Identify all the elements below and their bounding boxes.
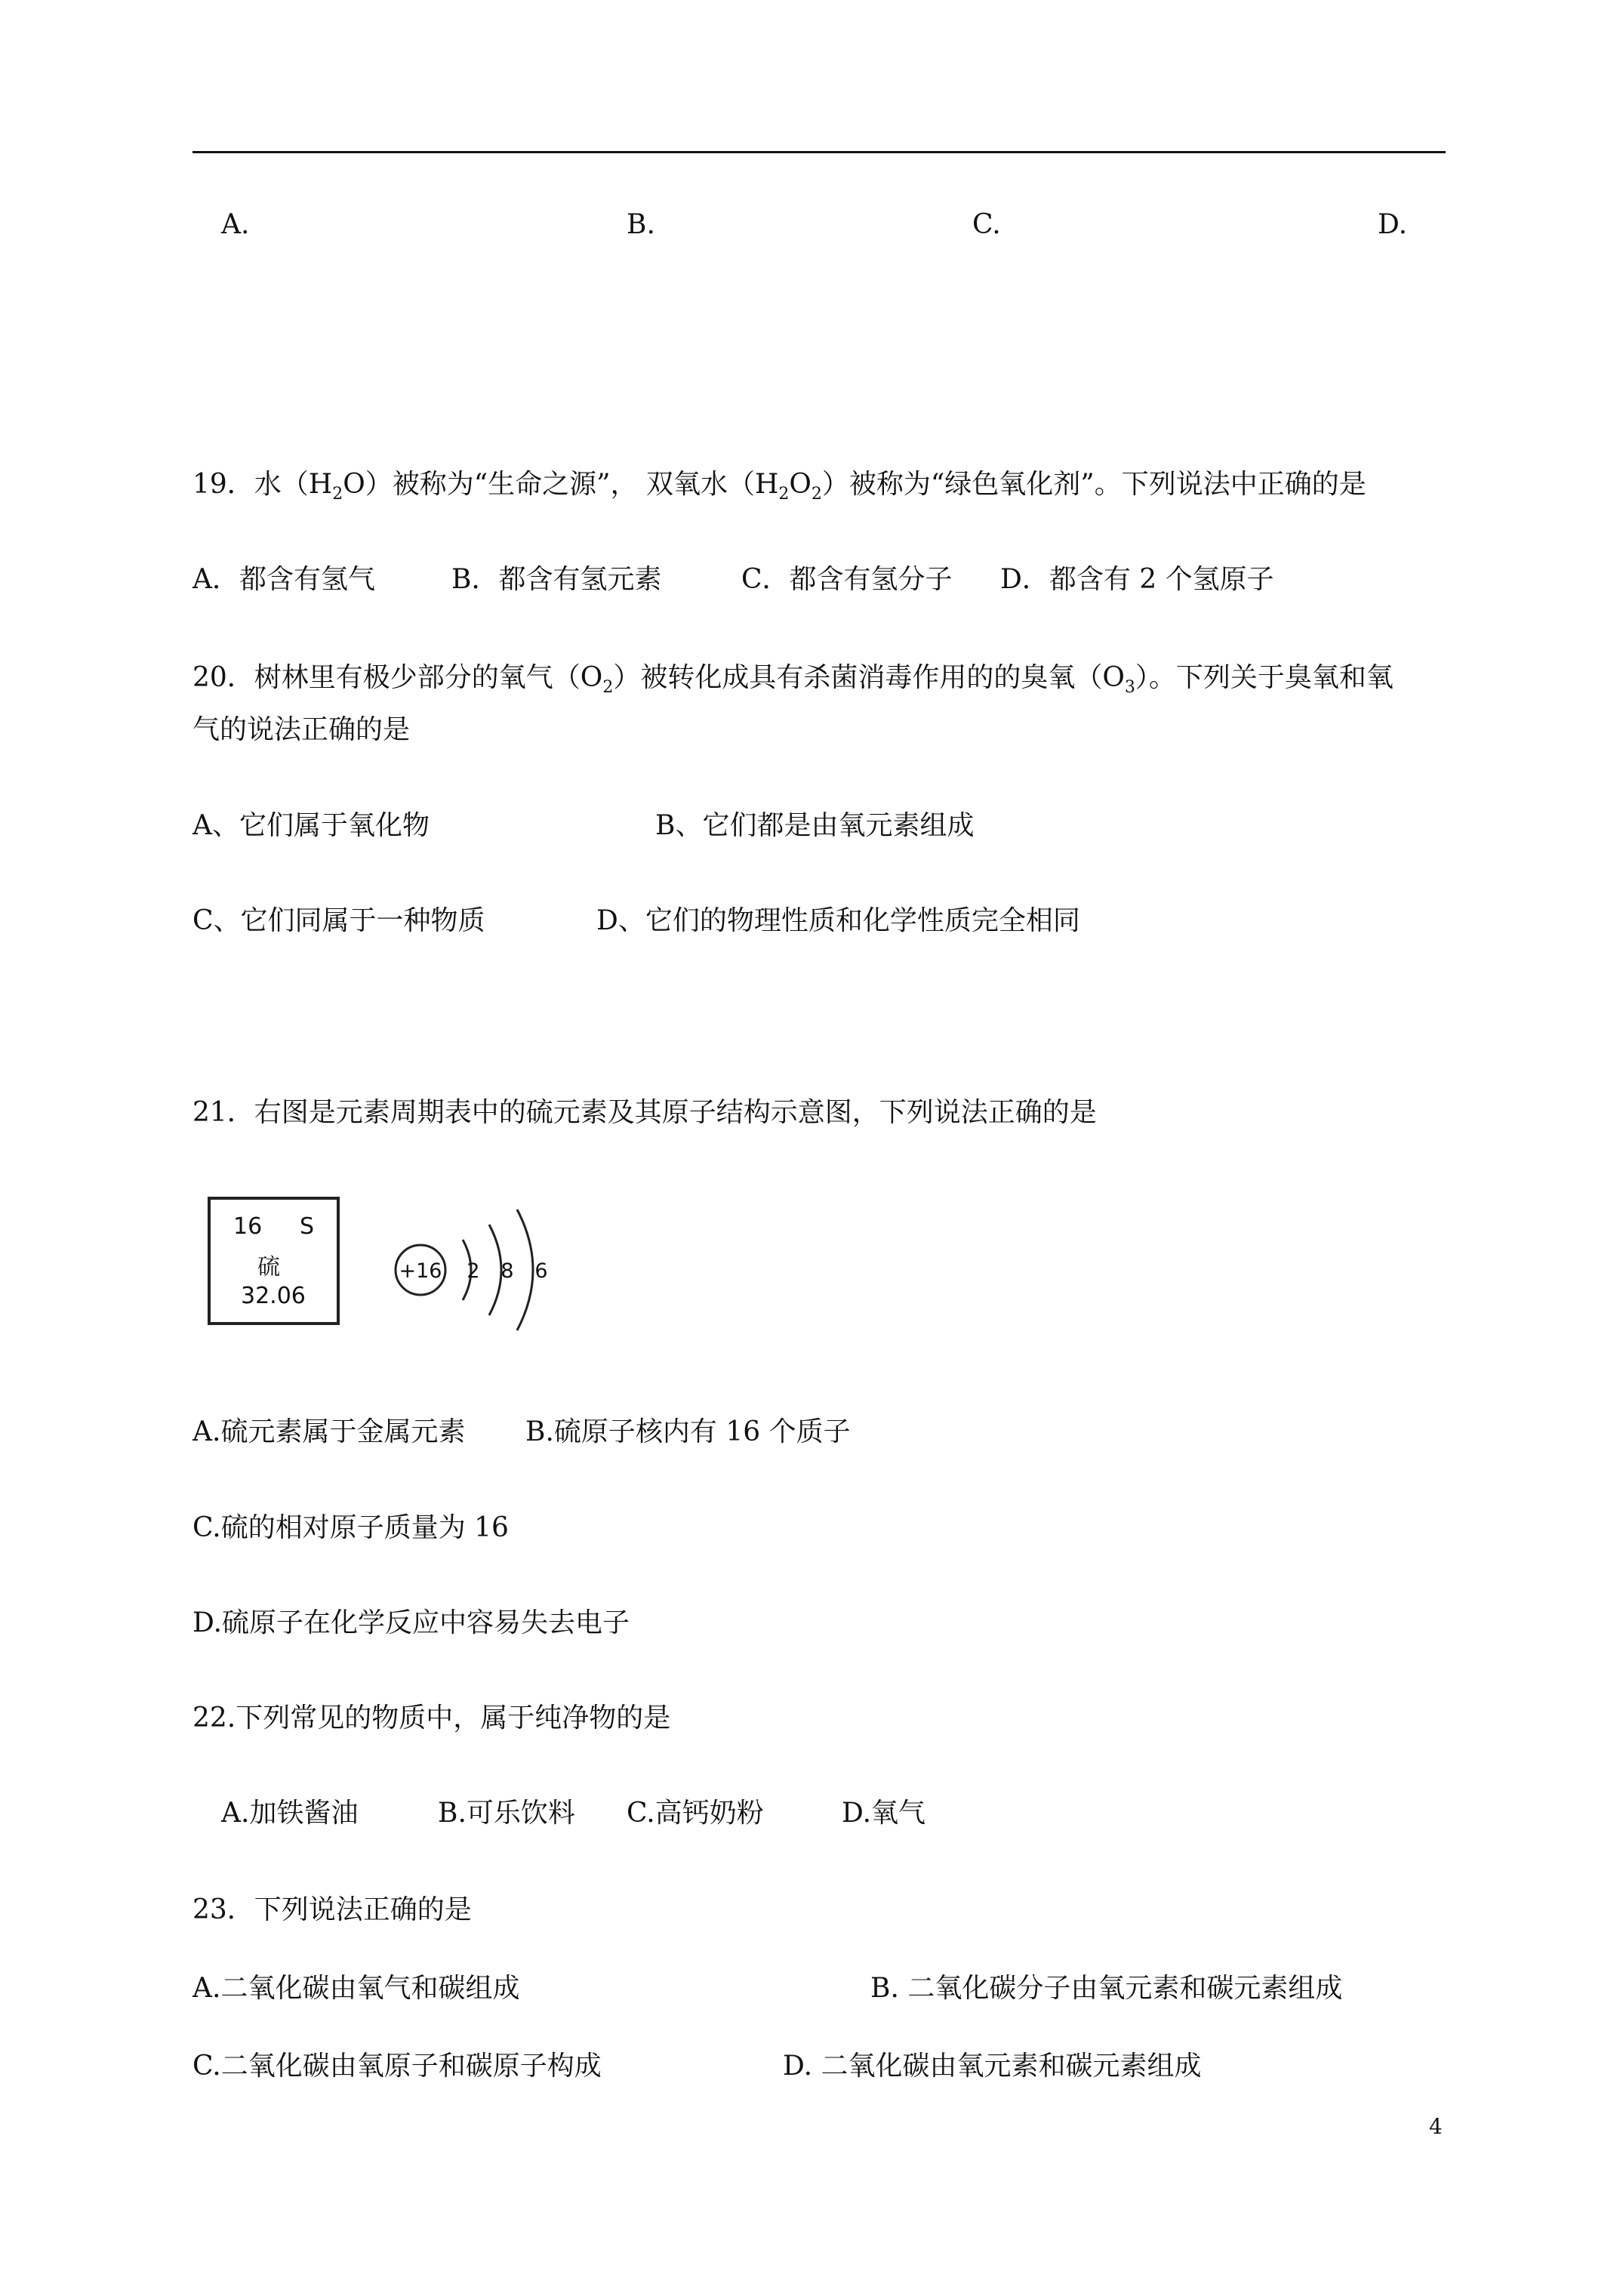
- sulfur-periodic-cell: [208, 1197, 340, 1325]
- element-name: 硫: [257, 1254, 280, 1281]
- q20-option-b: B、它们都是由氧元素组成: [655, 810, 975, 841]
- q23-option-c: C.二氧化碳由氧原子和碳原子构成: [192, 2051, 602, 2082]
- q22-option-d: D.氧气: [842, 1798, 926, 1829]
- q20-stem-line2: 气的说法正确的是: [192, 714, 411, 745]
- q22-stem: 22.下列常见的物质中，属于纯净物的是: [192, 1703, 671, 1734]
- q18-option-c: C.: [972, 209, 1001, 240]
- q18-option-d: D.: [1378, 209, 1408, 240]
- q18-option-b: B.: [627, 209, 655, 240]
- q23-option-a: A.二氧化碳由氧气和碳组成: [192, 1973, 520, 2004]
- q19-option-a: A．都含有氢气: [192, 564, 375, 595]
- page-number: 4: [1429, 2114, 1443, 2139]
- q22-option-a: A.加铁酱油: [221, 1798, 359, 1829]
- shell-1-electrons: 2: [467, 1259, 480, 1283]
- q19-option-c: C．都含有氢分子: [741, 564, 953, 595]
- q23-stem: 23．下列说法正确的是: [192, 1894, 472, 1925]
- header-rule: [192, 151, 1446, 153]
- q18-option-a: A.: [221, 209, 250, 240]
- electron-shell-3: [517, 1210, 533, 1330]
- sulfur-atom-structure-diagram: [389, 1193, 570, 1336]
- q22-option-c: C.高钙奶粉: [627, 1798, 764, 1829]
- q23-option-d: D. 二氧化碳由氧元素和碳元素组成: [783, 2051, 1202, 2082]
- q19-stem: 19．水$(H_2O)$被称为“生命之源”， 双氧水$(H_2O_2)$被称为“绿色氧化剂”。下列说法中正确的是: [192, 469, 1366, 504]
- q20-option-d: D、它们的物理性质和化学性质完全相同: [596, 905, 1080, 936]
- shell-2-electrons: 8: [500, 1259, 514, 1283]
- electron-shell-2: [489, 1225, 501, 1315]
- nucleus-charge: +16: [399, 1259, 442, 1283]
- q23-option-b: B. 二氧化碳分子由氧元素和碳元素组成: [870, 1973, 1343, 2004]
- element-atomic-mass: 32.06: [241, 1283, 306, 1309]
- q20-option-a: A、它们属于氧化物: [192, 810, 430, 841]
- q20-option-c: C、它们同属于一种物质: [192, 905, 485, 936]
- element-symbol: S: [300, 1213, 315, 1240]
- q21-option-a: A.硫元素属于金属元素: [192, 1416, 466, 1447]
- q21-option-d: D.硫原子在化学反应中容易失去电子: [192, 1607, 630, 1638]
- q21-stem: 21．右图是元素周期表中的硫元素及其原子结构示意图，下列说法正确的是: [192, 1097, 1097, 1128]
- q19-option-b: B．都含有氢元素: [451, 564, 662, 595]
- q22-option-b: B.可乐饮料: [438, 1798, 575, 1829]
- shell-3-electrons: 6: [534, 1259, 548, 1283]
- q20-stem-line1: 20．树林里有极少部分的氧气$(O_2)$被转化成具有杀菌消毒作用的的臭氧$(O_3)$。下列关于臭氧和氧: [192, 662, 1394, 697]
- element-atomic-number: 16: [233, 1213, 263, 1240]
- q21-option-c: C.硫的相对原子质量为 16: [192, 1512, 509, 1543]
- q21-option-b: B.硫原子核内有 16 个质子: [525, 1416, 851, 1447]
- q19-option-d: D．都含有 2 个氢原子: [1000, 564, 1274, 595]
